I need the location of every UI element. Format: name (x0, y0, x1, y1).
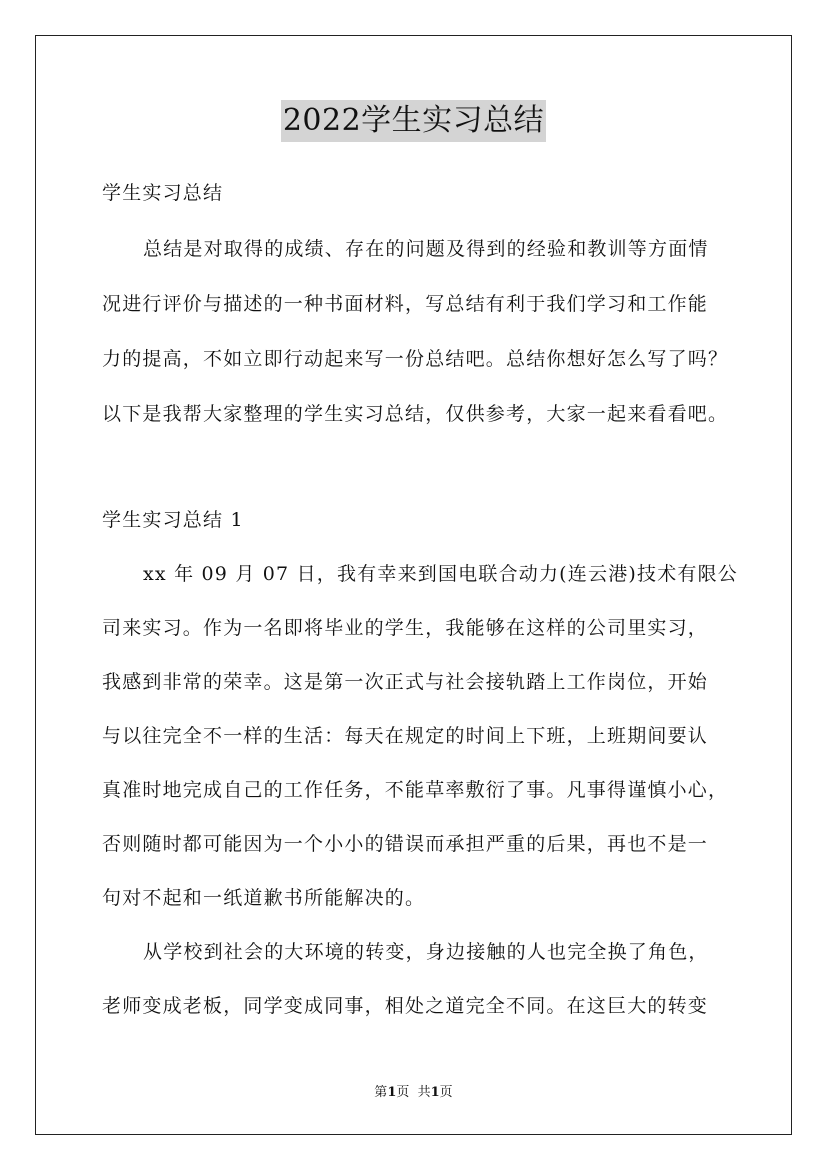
intro-line-4: 以下是我帮大家整理的学生实习总结，仅供参考，大家一起来看看吧。 (102, 403, 729, 425)
section-para1-line-7: 句对不起和一纸道歉书所能解决的。 (102, 887, 426, 909)
document-subtitle: 学生实习总结 (102, 182, 224, 204)
intro-line-3: 力的提高，不如立即行动起来写一份总结吧。总结你想好怎么写了吗？ (102, 348, 729, 370)
section-para1-line-4: 与以往完全不一样的生活：每天在规定的时间上下班，上班期间要认 (102, 725, 709, 747)
section-para1-line-5: 真准时地完成自己的工作任务，不能草率敷衍了事。凡事得谨慎小心， (102, 779, 729, 801)
title-container (0, 100, 827, 142)
section-para1-line-2: 司来实习。作为一名即将毕业的学生，我能够在这样的公司里实习， (102, 617, 709, 639)
section-para1-line-6: 否则随时都可能因为一个小小的错误而承担严重的后果，再也不是一 (102, 833, 709, 855)
footer-page-suffix: 页 (439, 1085, 453, 1100)
section-para2-line-1: 从学校到社会的大环境的转变，身边接触的人也完全换了角色， (143, 941, 709, 963)
document-title: 2022学生实习总结 (281, 100, 546, 142)
section-para2-line-2: 老师变成老板，同学变成同事，相处之道完全不同。在这巨大的转变 (102, 995, 709, 1017)
intro-line-2: 况进行评价与描述的一种书面材料，写总结有利于我们学习和工作能 (102, 293, 709, 315)
footer-page-current: 1 (387, 1085, 397, 1100)
section-para1-line-1: xx 年 09 月 07 日，我有幸来到国电联合动力(连云港)技术有限公 (143, 563, 739, 585)
section-heading: 学生实习总结 1 (102, 509, 244, 531)
page-footer (0, 1085, 827, 1101)
intro-line-1: 总结是对取得的成绩、存在的问题及得到的经验和教训等方面情 (143, 238, 709, 260)
section-para1-line-3: 我感到非常的荣幸。这是第一次正式与社会接轨踏上工作岗位，开始 (102, 671, 709, 693)
footer-page-mid: 页 共 (396, 1085, 431, 1100)
footer-page-total: 1 (430, 1085, 440, 1100)
footer-page-prefix: 第 (374, 1085, 388, 1100)
